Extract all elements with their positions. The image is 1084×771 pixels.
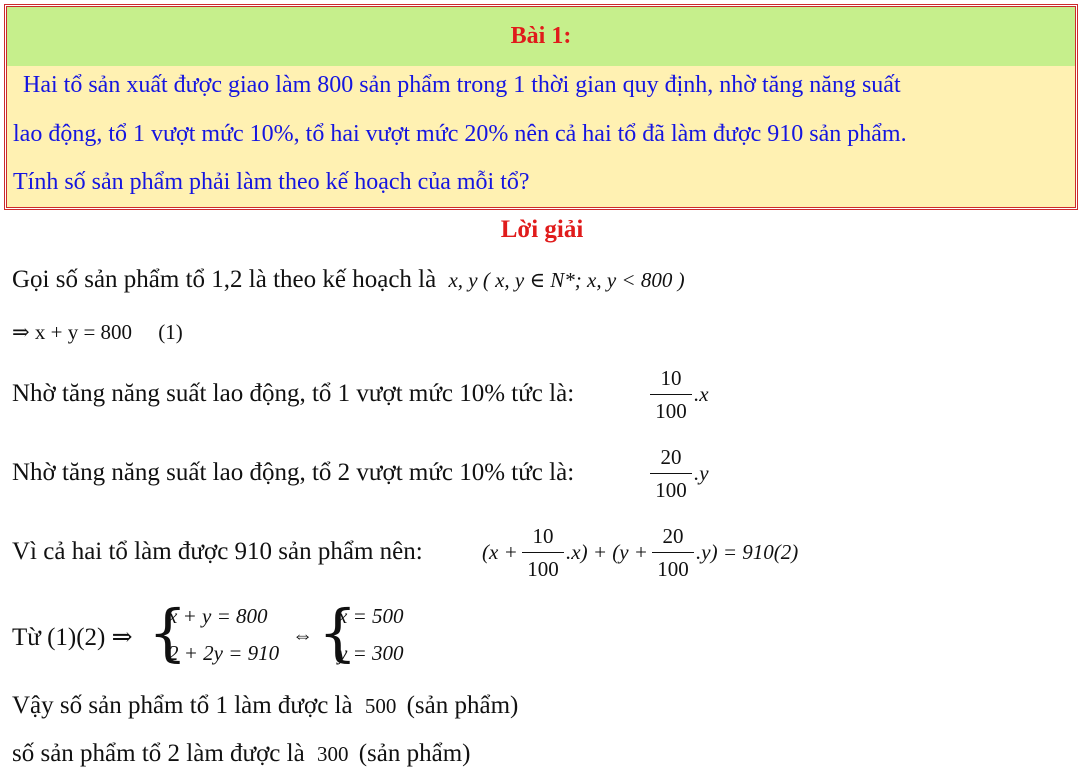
system1-eq2: 2 + 2y = 910 [168,641,280,665]
line7-text: Vậy số sản phẩm tổ 1 làm được là [12,692,353,719]
solution-line-3 [12,380,574,408]
line7-unit: (sản phẩm) [406,692,519,719]
solution-line-7 [12,692,518,720]
problem-title: Bài 1: [510,23,572,49]
fraction-20-100-b [652,523,694,582]
line5-part-a: (x + [482,540,518,564]
solution-line-2 [12,318,183,346]
line4-text: Nhờ tăng năng suất lao động, tổ 2 vượt mức 10% tức là: [12,459,575,486]
line5-part-b: .x) + (y + [566,540,648,564]
fraction-bar [650,394,692,395]
fraction-numerator: 20 [660,445,682,469]
fraction-10-100 [650,365,692,424]
problem-header [7,7,1075,66]
fraction-bar [650,473,692,474]
line4-var: .y [694,461,709,485]
fraction-numerator: 10 [660,366,682,390]
problem-body [7,66,1075,207]
system2-eq1: x = 500 [338,604,404,628]
line8-text: số sản phẩm tổ 2 làm được là [12,740,305,767]
problem-line-3: Tính số sản phẩm phải làm theo kế hoạch của mỗi tổ? [13,169,530,195]
solution-line-5 [12,538,423,566]
line3-text: Nhờ tăng năng suất lao động, tổ 1 vượt mức 10% tức là: [12,380,575,407]
fraction-denominator: 100 [655,478,687,502]
line8-value: 300 [316,742,349,766]
fraction-denominator: 100 [527,557,559,581]
line3-var: .x [694,382,709,406]
line7-value: 500 [364,694,397,718]
solution-title: Lời giải [500,216,584,243]
system2-eq2: y = 300 [338,641,404,665]
solution-line-8 [12,740,470,768]
line5-part-c: .y) = 910(2) [696,540,799,564]
fraction-numerator: 20 [662,524,684,548]
fraction-denominator: 100 [657,557,689,581]
line2-math: ⇒ x + y = 800 [12,320,133,344]
solution-line-4 [12,459,574,487]
line2-tag: (1) [158,320,183,344]
fraction-denominator: 100 [655,399,687,423]
problem-line-1: Hai tổ sản xuất được giao làm 800 sản phẩm trong 1 thời gian quy định, nhờ tăng năng suất [23,72,901,98]
left-brace-icon: { [318,596,358,669]
solution-line-6 [12,622,133,652]
fraction-bar [522,552,564,553]
system1-eq1: x + y = 800 [168,604,268,628]
problem-line-2: lao động, tổ 1 vượt mức 10%, tổ hai vượt mức 20% nên cả hai tổ đã làm được 910 sản phẩm. [13,121,907,147]
solution-line-1 [12,266,685,294]
fraction-20-100 [650,444,692,503]
fraction-10-100-b [522,523,564,582]
fraction-bar [652,552,694,553]
line1-text: Gọi số sản phẩm tổ 1,2 là theo kế hoạch là [12,266,437,293]
line1-math: x, y ( x, y ∈ N*; x, y < 800 ) [448,268,685,292]
fraction-numerator: 10 [532,524,554,548]
left-brace-icon: { [148,596,188,669]
equiv-symbol: ⇔ [292,623,313,647]
line6-text: Từ (1)(2) ⇒ [12,624,133,651]
problem-box [4,4,1078,210]
line8-unit: (sản phẩm) [358,740,471,767]
line5-text: Vì cả hai tổ làm được 910 sản phẩm nên: [12,538,423,565]
